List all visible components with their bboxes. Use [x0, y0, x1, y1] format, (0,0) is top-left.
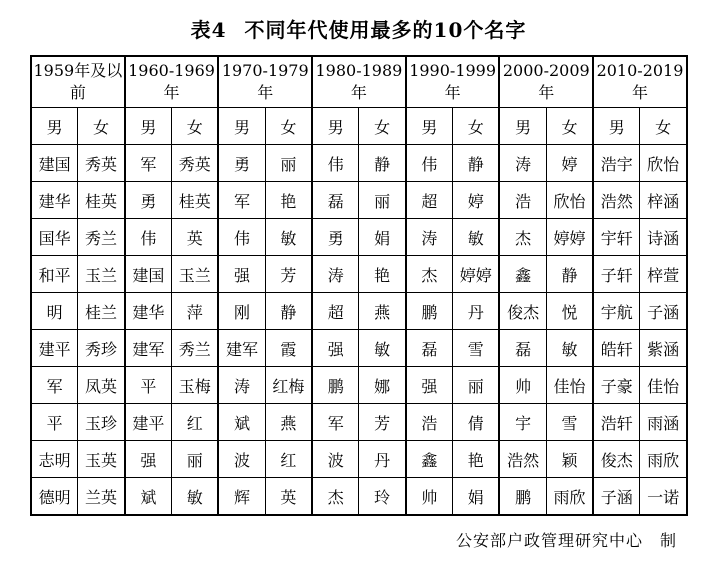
male-name-cell: 鹏 [499, 478, 546, 516]
female-name-cell: 英 [265, 478, 312, 516]
male-name-cell: 磊 [406, 330, 453, 367]
male-name-cell: 伟 [218, 219, 265, 256]
decade-label-line2: 年 [350, 83, 367, 102]
male-name-cell: 浩宇 [593, 145, 640, 182]
male-name-cell: 伟 [125, 219, 172, 256]
female-name-cell: 雨欣 [640, 441, 687, 478]
table-row [31, 478, 687, 516]
female-name-cell: 婷 [546, 145, 593, 182]
table-body [31, 145, 687, 516]
male-name-cell: 建国 [125, 256, 172, 293]
male-name-cell: 建华 [31, 182, 78, 219]
table-row [31, 293, 687, 330]
names-table [30, 55, 688, 516]
table-row [31, 367, 687, 404]
female-name-cell: 静 [453, 145, 500, 182]
male-name-cell: 鹏 [406, 293, 453, 330]
female-name-cell: 诗涵 [640, 219, 687, 256]
female-name-cell: 丹 [453, 293, 500, 330]
gender-header-row [31, 108, 687, 145]
female-name-cell: 兰英 [78, 478, 125, 516]
female-name-cell: 玉兰 [172, 256, 219, 293]
male-name-cell: 波 [218, 441, 265, 478]
female-name-cell: 萍 [172, 293, 219, 330]
gender-female-header: 女 [265, 108, 312, 145]
female-name-cell: 倩 [453, 404, 500, 441]
female-name-cell: 悦 [546, 293, 593, 330]
decade-label-line2: 年 [538, 83, 555, 102]
male-name-cell: 建华 [125, 293, 172, 330]
female-name-cell: 红 [172, 404, 219, 441]
female-name-cell: 雨欣 [546, 478, 593, 516]
male-name-cell: 军 [125, 145, 172, 182]
female-name-cell: 婷婷 [453, 256, 500, 293]
female-name-cell: 佳怡 [546, 367, 593, 404]
male-name-cell: 建军 [218, 330, 265, 367]
female-name-cell: 红 [265, 441, 312, 478]
female-name-cell: 佳怡 [640, 367, 687, 404]
female-name-cell: 静 [359, 145, 406, 182]
male-name-cell: 浩 [499, 182, 546, 219]
male-name-cell: 浩然 [499, 441, 546, 478]
female-name-cell: 敏 [265, 219, 312, 256]
male-name-cell: 强 [125, 441, 172, 478]
table-row [31, 441, 687, 478]
female-name-cell: 秀兰 [172, 330, 219, 367]
male-name-cell: 志明 [31, 441, 78, 478]
gender-female-header: 女 [640, 108, 687, 145]
female-name-cell: 静 [546, 256, 593, 293]
table-row [31, 182, 687, 219]
male-name-cell: 杰 [312, 478, 359, 516]
male-name-cell: 子轩 [593, 256, 640, 293]
female-name-cell: 丽 [359, 182, 406, 219]
decade-label-line1: 2010-2019 [596, 61, 684, 80]
male-name-cell: 波 [312, 441, 359, 478]
female-name-cell: 雨涵 [640, 404, 687, 441]
female-name-cell: 丽 [453, 367, 500, 404]
female-name-cell: 敏 [546, 330, 593, 367]
male-name-cell: 俊杰 [593, 441, 640, 478]
female-name-cell: 梓萱 [640, 256, 687, 293]
female-name-cell: 桂英 [172, 182, 219, 219]
gender-female-header: 女 [359, 108, 406, 145]
male-name-cell: 强 [406, 367, 453, 404]
decade-header [406, 56, 500, 108]
source-note: 公安部户政管理研究中心 制 [455, 531, 677, 550]
male-name-cell: 杰 [406, 256, 453, 293]
female-name-cell: 丹 [359, 441, 406, 478]
male-name-cell: 宇轩 [593, 219, 640, 256]
female-name-cell: 颖 [546, 441, 593, 478]
gender-female-header: 女 [453, 108, 500, 145]
female-name-cell: 雪 [453, 330, 500, 367]
table-number: 表4 [190, 18, 227, 42]
gender-female-header: 女 [546, 108, 593, 145]
female-name-cell: 子涵 [640, 293, 687, 330]
female-name-cell: 娟 [453, 478, 500, 516]
male-name-cell: 子豪 [593, 367, 640, 404]
female-name-cell: 霞 [265, 330, 312, 367]
male-name-cell: 帅 [499, 367, 546, 404]
male-name-cell: 涛 [218, 367, 265, 404]
female-name-cell: 婷 [453, 182, 500, 219]
male-name-cell: 建军 [125, 330, 172, 367]
decade-header-row [31, 56, 687, 108]
female-name-cell: 丽 [265, 145, 312, 182]
female-name-cell: 娜 [359, 367, 406, 404]
decade-label-line2: 年 [444, 83, 461, 102]
female-name-cell: 秀兰 [78, 219, 125, 256]
gender-male-header: 男 [31, 108, 78, 145]
male-name-cell: 强 [312, 330, 359, 367]
table-row [31, 145, 687, 182]
female-name-cell: 玉梅 [172, 367, 219, 404]
decade-label-line1: 1959年及以 [33, 61, 123, 80]
male-name-cell: 涛 [499, 145, 546, 182]
female-name-cell: 紫涵 [640, 330, 687, 367]
male-name-cell: 超 [406, 182, 453, 219]
female-name-cell: 英 [172, 219, 219, 256]
female-name-cell: 梓涵 [640, 182, 687, 219]
male-name-cell: 浩 [406, 404, 453, 441]
male-name-cell: 宇航 [593, 293, 640, 330]
male-name-cell: 刚 [218, 293, 265, 330]
female-name-cell: 欣怡 [640, 145, 687, 182]
male-name-cell: 平 [31, 404, 78, 441]
decade-label-line1: 1960-1969 [128, 61, 215, 80]
male-name-cell: 军 [31, 367, 78, 404]
table-row [31, 330, 687, 367]
male-name-cell: 杰 [499, 219, 546, 256]
female-name-cell: 玉珍 [78, 404, 125, 441]
gender-male-header: 男 [312, 108, 359, 145]
female-name-cell: 凤英 [78, 367, 125, 404]
female-name-cell: 一诺 [640, 478, 687, 516]
gender-male-header: 男 [125, 108, 172, 145]
decade-header [125, 56, 219, 108]
male-name-cell: 俊杰 [499, 293, 546, 330]
male-name-cell: 子涵 [593, 478, 640, 516]
decade-header [593, 56, 687, 108]
female-name-cell: 燕 [359, 293, 406, 330]
male-name-cell: 建平 [31, 330, 78, 367]
table-caption: 不同年代使用最多的10个名字 [244, 18, 527, 42]
decade-header [218, 56, 312, 108]
male-name-cell: 帅 [406, 478, 453, 516]
male-name-cell: 勇 [125, 182, 172, 219]
female-name-cell: 芳 [359, 404, 406, 441]
female-name-cell: 秀珍 [78, 330, 125, 367]
male-name-cell: 浩轩 [593, 404, 640, 441]
table-row [31, 404, 687, 441]
male-name-cell: 鹏 [312, 367, 359, 404]
female-name-cell: 艳 [359, 256, 406, 293]
female-name-cell: 欣怡 [546, 182, 593, 219]
male-name-cell: 磊 [499, 330, 546, 367]
decade-header [499, 56, 593, 108]
decade-header [31, 56, 125, 108]
decade-label-line1: 2000-2009 [502, 61, 590, 80]
female-name-cell: 红梅 [265, 367, 312, 404]
male-name-cell: 伟 [312, 145, 359, 182]
male-name-cell: 国华 [31, 219, 78, 256]
female-name-cell: 桂英 [78, 182, 125, 219]
male-name-cell: 建国 [31, 145, 78, 182]
male-name-cell: 鑫 [499, 256, 546, 293]
female-name-cell: 雪 [546, 404, 593, 441]
male-name-cell: 军 [312, 404, 359, 441]
male-name-cell: 平 [125, 367, 172, 404]
male-name-cell: 明 [31, 293, 78, 330]
decade-label-line2: 年 [631, 83, 648, 102]
female-name-cell: 敏 [359, 330, 406, 367]
decade-label-line2: 年 [257, 83, 274, 102]
decade-label-line1: 1980-1989 [315, 61, 403, 80]
male-name-cell: 鑫 [406, 441, 453, 478]
male-name-cell: 伟 [406, 145, 453, 182]
male-name-cell: 磊 [312, 182, 359, 219]
female-name-cell: 玉兰 [78, 256, 125, 293]
male-name-cell: 浩然 [593, 182, 640, 219]
male-name-cell: 涛 [406, 219, 453, 256]
female-name-cell: 艳 [265, 182, 312, 219]
table-row [31, 256, 687, 293]
decade-label-line2: 年 [163, 83, 180, 102]
male-name-cell: 超 [312, 293, 359, 330]
female-name-cell: 玉英 [78, 441, 125, 478]
male-name-cell: 建平 [125, 404, 172, 441]
table-title [0, 14, 717, 43]
male-name-cell: 勇 [218, 145, 265, 182]
female-name-cell: 静 [265, 293, 312, 330]
female-name-cell: 敏 [453, 219, 500, 256]
decade-label-line1: 1990-1999 [409, 61, 497, 80]
male-name-cell: 勇 [312, 219, 359, 256]
male-name-cell: 皓轩 [593, 330, 640, 367]
female-name-cell: 芳 [265, 256, 312, 293]
female-name-cell: 丽 [172, 441, 219, 478]
gender-male-header: 男 [593, 108, 640, 145]
male-name-cell: 斌 [125, 478, 172, 516]
male-name-cell: 和平 [31, 256, 78, 293]
female-name-cell: 婷婷 [546, 219, 593, 256]
gender-female-header: 女 [78, 108, 125, 145]
male-name-cell: 德明 [31, 478, 78, 516]
female-name-cell: 敏 [172, 478, 219, 516]
gender-male-header: 男 [406, 108, 453, 145]
table-row [31, 219, 687, 256]
gender-male-header: 男 [499, 108, 546, 145]
female-name-cell: 燕 [265, 404, 312, 441]
gender-female-header: 女 [172, 108, 219, 145]
female-name-cell: 艳 [453, 441, 500, 478]
decade-label-line2: 前 [69, 83, 86, 102]
male-name-cell: 斌 [218, 404, 265, 441]
male-name-cell: 宇 [499, 404, 546, 441]
male-name-cell: 涛 [312, 256, 359, 293]
female-name-cell: 桂兰 [78, 293, 125, 330]
female-name-cell: 秀英 [172, 145, 219, 182]
gender-male-header: 男 [218, 108, 265, 145]
female-name-cell: 秀英 [78, 145, 125, 182]
male-name-cell: 辉 [218, 478, 265, 516]
decade-label-line1: 1970-1979 [221, 61, 309, 80]
female-name-cell: 娟 [359, 219, 406, 256]
female-name-cell: 玲 [359, 478, 406, 516]
decade-header [312, 56, 406, 108]
male-name-cell: 军 [218, 182, 265, 219]
male-name-cell: 强 [218, 256, 265, 293]
